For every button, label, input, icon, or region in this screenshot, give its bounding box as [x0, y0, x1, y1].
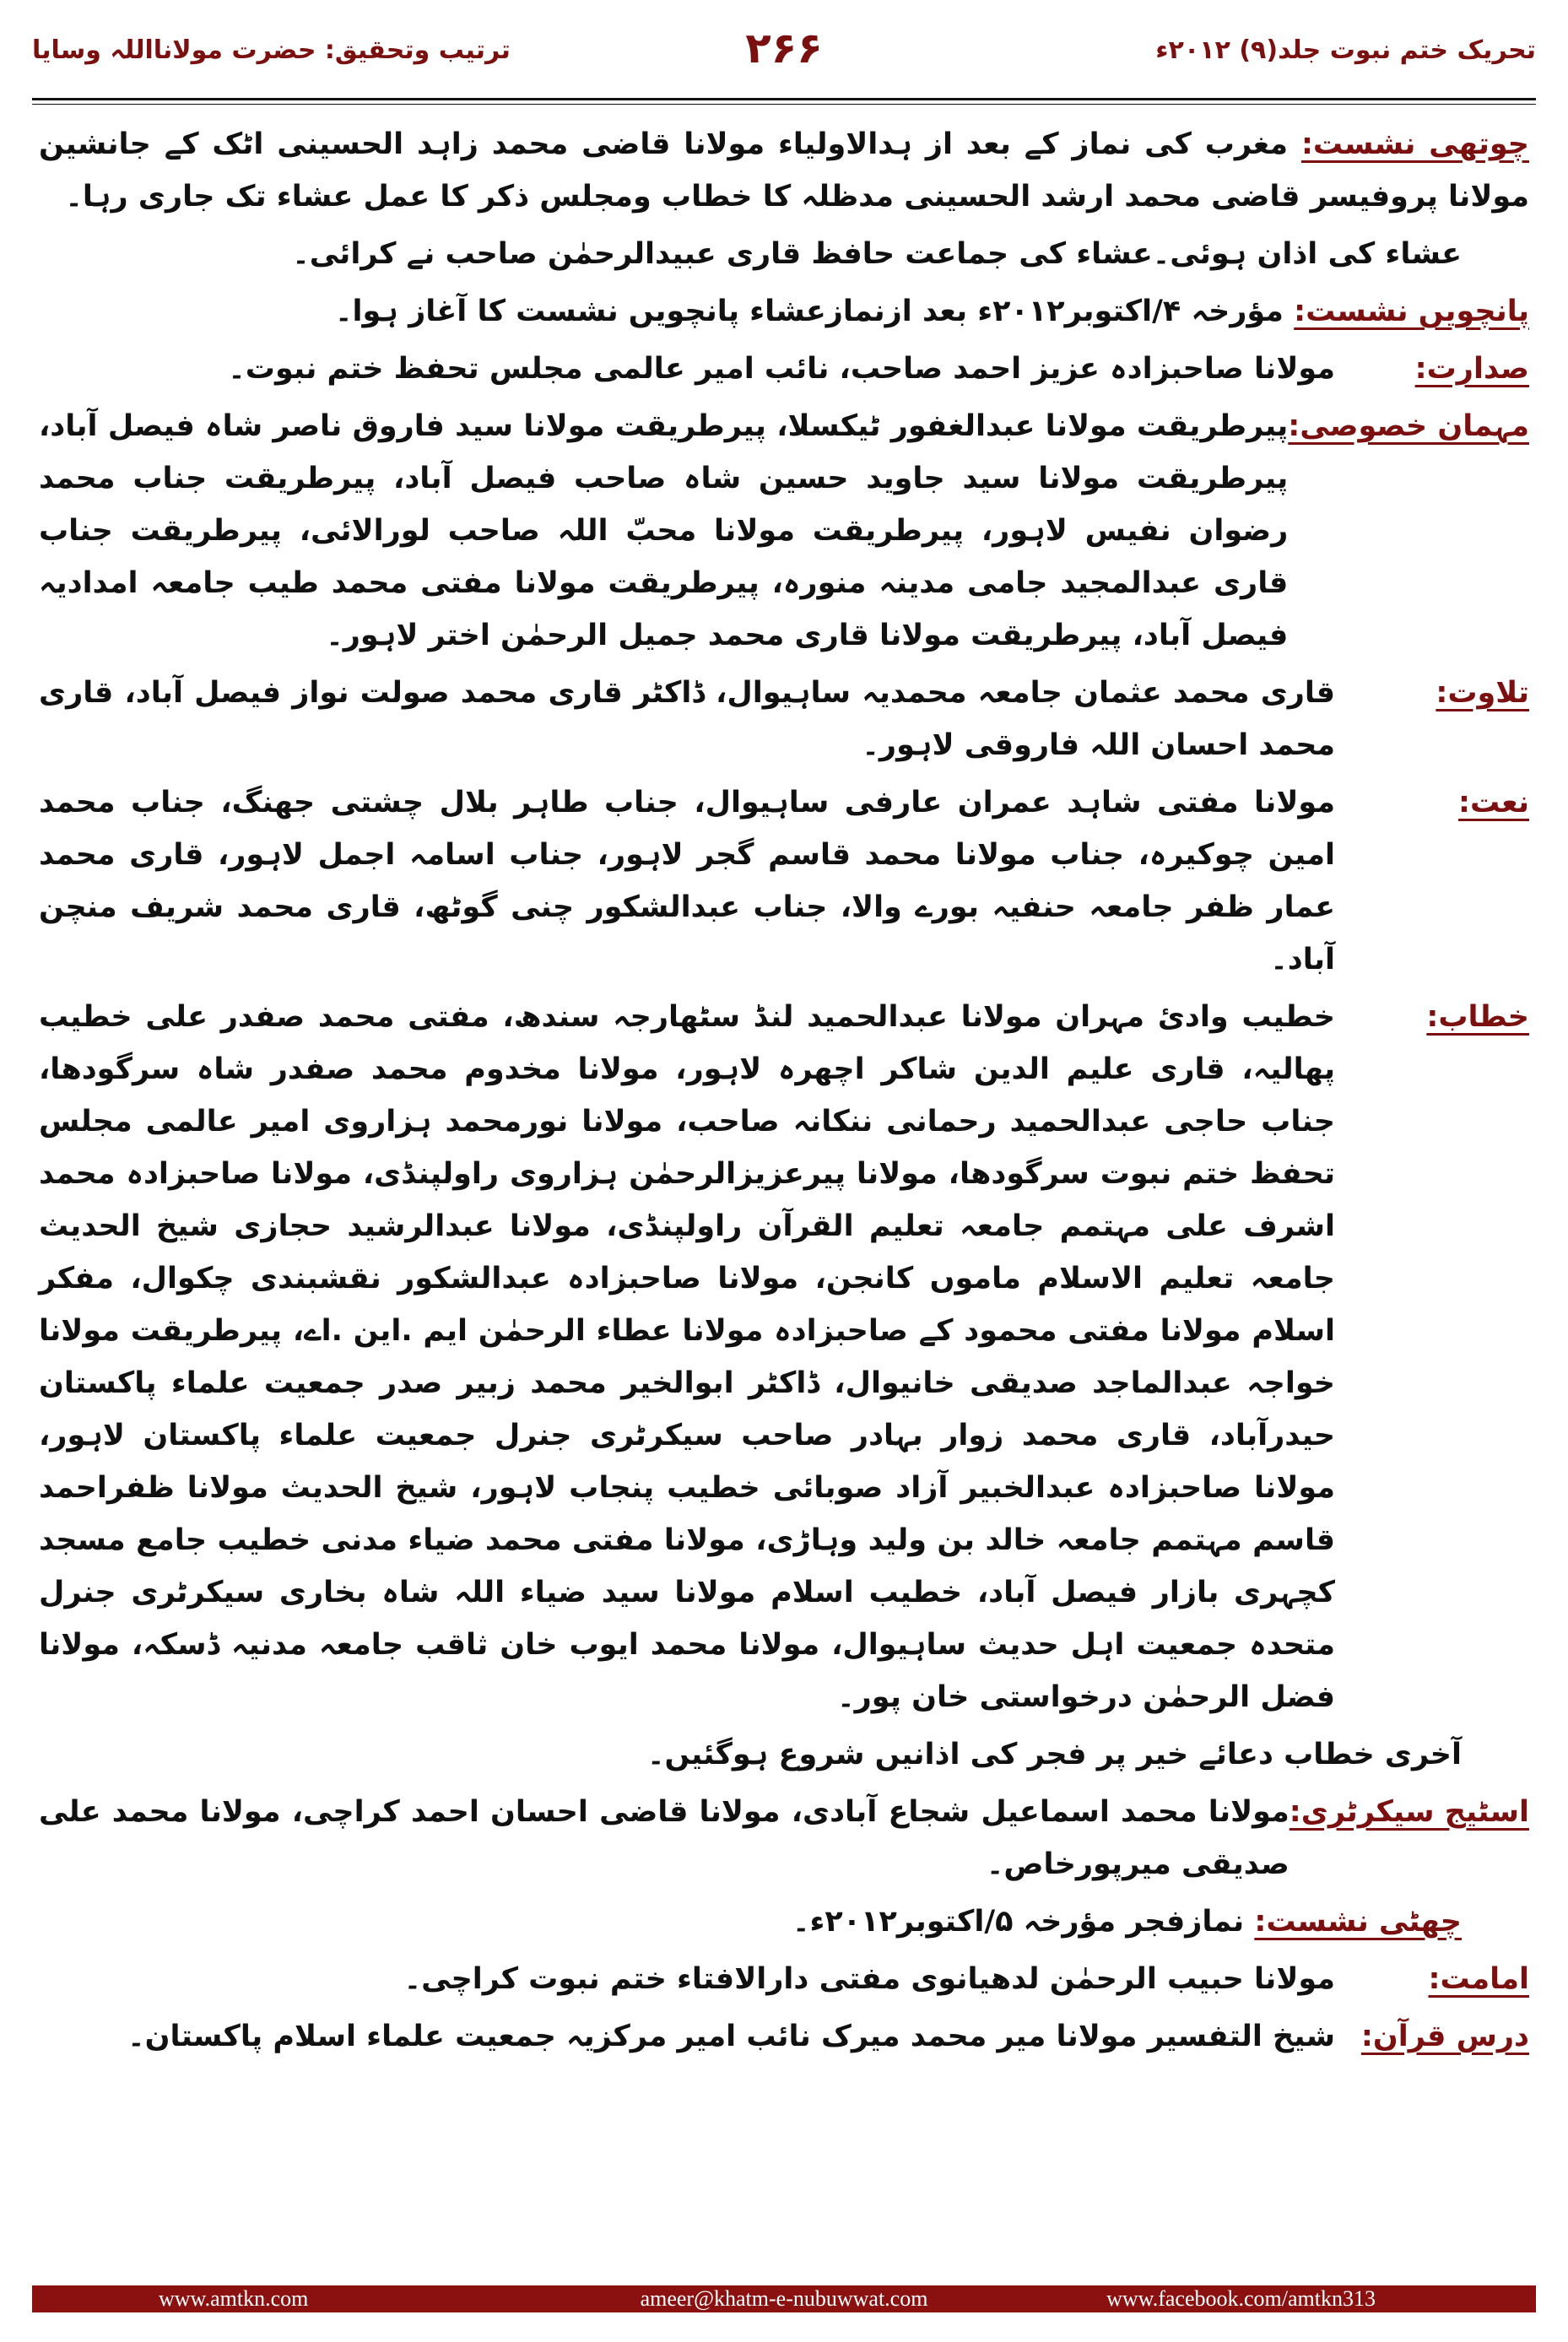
sixth-session-paragraph: [39, 1896, 1529, 1948]
entry-quran-lesson: [39, 2010, 1529, 2063]
page-header: [32, 24, 1536, 83]
entry-text: شیخ التفسیر مولانا میر محمد میرک نائب امیر مرکزیہ جمعیت علماء اسلام پاکستان۔: [127, 2020, 1335, 2053]
entry-text: مولانا حبیب الرحمٰن لدھیانوی مفتی دارالافتاء ختم نبوت کراچی۔: [403, 1962, 1335, 1996]
email-link[interactable]: ameer@khatm-e-nubuwwat.com: [640, 2286, 928, 2311]
entry-label: درس قرآن:: [1360, 2020, 1529, 2053]
entry-special-guests: [39, 400, 1529, 662]
entry-label: صدارت:: [1414, 352, 1529, 386]
page-content: [39, 118, 1529, 2068]
entry-text: پیرطریقت مولانا عبدالغفور ٹیکسلا، پیرطریقت مولانا سید فاروق ناصر شاہ فیصل آباد، پیرطریقت مولانا سید جاوید حسین شاہ صاحب فیصل آباد، پیرطریقت جناب محمد رضوان نفیس لاہور، پیرطریقت مولانا محبّ اللہ صاحب لورالائی، پیرطریقت جناب قاری عبدالمجید جامی مدینہ منورہ، پیرطریقت مولانا مفتی محمد طیب جامعہ امدادیہ فیصل آباد، پیرطریقت مولانا قاری محمد جمیل الرحمٰن اختر لاہور۔: [39, 409, 1289, 652]
sixth-session-text: نمازفجر مؤرخہ ۵/اکتوبر۲۰۱۲ء۔: [792, 1905, 1245, 1939]
entry-label: خطاب:: [1426, 1000, 1529, 1034]
entry-naat: [39, 776, 1529, 986]
page-footer: [32, 2285, 1536, 2312]
isha-note: عشاء کی اذان ہوئی۔عشاء کی جماعت حافظ قاری عبیدالرحمٰن صاحب نے کرائی۔: [292, 237, 1462, 271]
fifth-session-heading: پانچویں نشست:: [1294, 295, 1529, 328]
entry-imamat: [39, 1953, 1529, 2005]
header-rule: [32, 98, 1536, 100]
entry-text: مولانا مفتی شاہد عمران عارفی ساہیوال، جناب طاہر بلال چشتی جھنگ، جناب محمد امین چوکیرہ، جناب مولانا محمد قاسم گجر لاہور، جناب اسامہ اجمل لاہور، قاری محمد عمار ظفر جامعہ حنفیہ بورے والا، جناب عبدالشکور چنی گوٹھ، قاری محمد شریف منچن آباد۔: [39, 786, 1335, 976]
fourth-session-heading: چوتھی نشست:: [1300, 127, 1530, 161]
entry-text: قاری محمد عثمان جامعہ محمدیہ ساہیوال، ڈاکٹر قاری محمد صولت نواز فیصل آباد، قاری محمد احسان اللہ فاروقی لاہور۔: [39, 676, 1335, 762]
entry-text: مولانا محمد اسماعیل شجاع آبادی، مولانا قاضی احسان احمد کراچی، مولانا محمد علی صدیقی میرپورخاص۔: [39, 1795, 1290, 1881]
entry-recitation: [39, 667, 1529, 771]
entry-presidency: [39, 343, 1529, 395]
book-title: تحریک ختم نبوت جلد(۹) ۲۰۱۲ء: [1155, 35, 1536, 65]
entry-text: مولانا صاحبزادہ عزیز احمد صاحب، نائب امیر عالمی مجلس تحفظ ختم نبوت۔: [228, 352, 1335, 386]
entry-label: امامت:: [1428, 1962, 1529, 1996]
sixth-session-heading: چھٹی نشست:: [1254, 1905, 1462, 1939]
fourth-session-text: مغرب کی نماز کے بعد از ہدالاولیاء مولانا قاضی محمد زاہد الحسینی اٹک کے جانشین مولانا پروفیسر قاضی محمد ارشد الحسینی مدظلہ کا خطاب ومجلس ذکر کا عمل عشاء تک جاری رہا۔: [39, 127, 1529, 214]
entry-label: اسٹیج سیکرٹری:: [1289, 1795, 1529, 1829]
entry-text: خطیب وادئ مہران مولانا عبدالحمید لنڈ سٹھارجہ سندھ، مفتی محمد صفدر علی خطیب پھالیہ، قاری علیم الدین شاکر اچھرہ لاہور، مولانا مخدوم محمد صفدر شاہ سرگودھا، جناب حاجی عبدالحمید رحمانی ننکانہ صاحب، مولانا نورمحمد ہزاروی امیر عالمی مجلس تحفظ ختم نبوت سرگودھا، مولانا پیرعزیزالرحمٰن ہزاروی راولپنڈی، مولانا صاحبزادہ محمد اشرف علی مہتمم جامعہ تعلیم القرآن راولپنڈی، مولانا عبدالرشید حجازی شیخ الحدیث جامعہ تعلیم الاسلام ماموں کانجن، مولانا صاحبزادہ عبدالشکور نقشبندی چکوال، مفکر اسلام مولانا مفتی محمود کے صاحبزادہ مولانا عطاء الرحمٰن ایم .این .اے، پیرطریقت مولانا خواجہ عبدالماجد صدیقی خانیوال، ڈاکٹر ابوالخیر محمد زبیر صدر جمعیت علماء پاکستان حیدرآباد، قاری محمد زوار بہادر صاحب سیکرٹری جنرل جمعیت علماء پاکستان لاہور، مولانا صاحبزادہ عبدالخبیر آزاد صوبائی خطیب پنجاب لاہور، شیخ الحدیث مولانا ظفراحمد قاسم مہتمم جامعہ خالد بن ولید وہاڑی، مولانا مفتی محمد ضیاء مدنی خطیب جامع مسجد کچہری بازار فیصل آباد، خطیب اسلام مولانا سید ضیاء اللہ شاہ بخاری سیکرٹری جنرل متحدہ جمعیت اہل حدیث ساہیوال، مولانا محمد ایوب خان ثاقب جامعہ مدنیہ ڈسکہ، مولانا فضل الرحمٰن درخواستی خان پور۔: [39, 1000, 1335, 1714]
fifth-session-text: مؤرخہ ۴/اکتوبر۲۰۱۲ء بعد ازنمازعشاء پانچویں نشست کا آغاز ہوا۔: [334, 295, 1284, 328]
entry-label: مہمان خصوصی:: [1288, 409, 1529, 443]
fifth-session-paragraph: [39, 285, 1529, 338]
entry-label: نعت:: [1458, 786, 1529, 819]
entry-label: تلاوت:: [1436, 676, 1529, 710]
page-number: ۲۶۶: [745, 24, 823, 73]
entry-speeches: [39, 991, 1529, 1723]
entry-stage-secretary: [39, 1786, 1529, 1890]
website-link[interactable]: www.amtkn.com: [159, 2286, 309, 2311]
closing-note: آخری خطاب دعائے خیر پر فجر کی اذانیں شروع ہوگئیں۔: [646, 1738, 1462, 1771]
facebook-link[interactable]: www.facebook.com/amtkn313: [1106, 2286, 1376, 2311]
fourth-session-paragraph: [39, 118, 1529, 223]
compiler-credit: ترتیب وتحقیق: حضرت مولانااللہ وسایا: [32, 35, 511, 65]
header-rule-thin: [32, 104, 1536, 105]
